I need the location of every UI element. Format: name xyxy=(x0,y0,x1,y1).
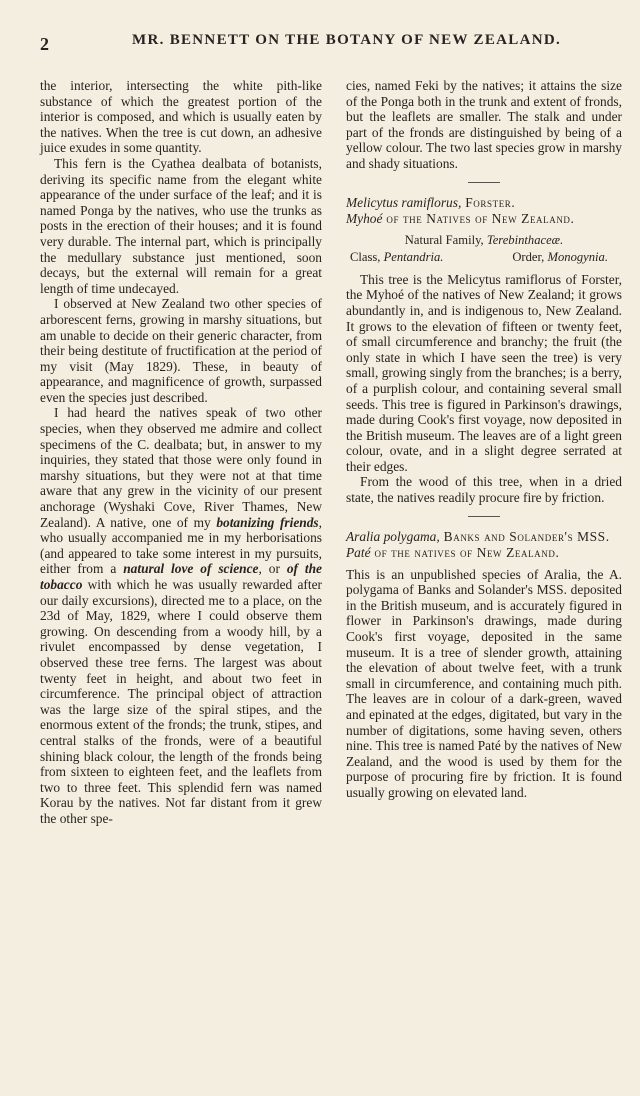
paragraph: This is an unpublished species of Aralia, the A. polygama of Banks and Solander's MSS. deposited in the British museum, and is accurately figured in flower in Parkinson's drawings, made during Cook's first voyage, deposited in the same museum. It is a tree of slender growth, attaining the elevation of about twelve feet, with a trunk small in circumference, and containing much pith. The leaves are in colour of a dark-green, waved and epinated at the edges, digitated, but vary in the number of digitations, some having seven, others nine. This tree is named Paté by the natives of New Zealand, and the wood is used by them for the purpose of procuring fire by friction. It is found usually growing on elevated land. xyxy=(346,566,622,800)
page-header xyxy=(40,26,622,58)
paragraph: cies, named Feki by the natives; it attains the size of the Ponga both in the trunk and extent of fronds, but the leaflets are smaller. The stalk and under part of the fronds are distinguished by being of a yellow colour. The two last species grow in marshy and shady situations. xyxy=(346,78,622,171)
page-number: 2 xyxy=(40,34,49,54)
species-heading-melicytus: Melicytus ramiflorus, Forster. Myhoé of the Natives of New Zealand. xyxy=(346,194,575,226)
left-column xyxy=(40,78,322,827)
emphasis: natural love of science xyxy=(123,561,259,577)
section-divider xyxy=(468,516,500,517)
class-order: Class, Pentandria. Order, Monogynia. xyxy=(350,250,608,265)
paragraph: This tree is the Melicytus ramiflorus of Forster, the Myhoé of the natives of New Zealand; it grows abundantly in, and is indigenous to, New Zealand. It grows to the elevation of fifteen or twenty feet, of small circumference and branchy; the fruit (the only state in which I have seen the tree) is very small, growing singly from the branches; is a berry, of a purplish colour, and containing several small seeds. This tree is figured in Parkinson's drawings, made during Cook's first voyage, now deposited in the British museum. The leaves are of a light green colour, ovate, and in a slight degree serrated at their edges. xyxy=(346,271,622,474)
paragraph: From the wood of this tree, when in a dried state, the natives readily procure fire by friction. xyxy=(346,474,622,506)
right-column xyxy=(346,78,622,827)
paragraph: the interior, intersecting the white pith-like substance of which the greatest portion of the interior is composed, and which is usually eaten by the natives. When the tree is cut down, an adhesive juice exudes in some quantity. xyxy=(40,78,322,156)
running-title: MR. BENNETT ON THE BOTANY OF NEW ZEALAND. xyxy=(132,32,562,48)
emphasis: botanizing friends xyxy=(216,514,319,530)
natural-family: Natural Family, Terebinthaceæ. xyxy=(404,232,564,247)
text-columns xyxy=(40,78,622,827)
section-divider xyxy=(468,182,500,183)
paragraph: I had heard the natives speak of two other species, when they observed me admire and collect specimens of the C. dealbata; but, in answer to my inquiries, they stated that those were only found in marshy situations, but they were not at that time aware that any grew in the vicinity of our present anchorage (Wyshaki Cove, River Thames, New Zealand). A native, one of my botanizing friends, who usually accompanied me in my herborisations (and appeared to take some interest in my pursuits, either from a natural love of science, or of the tobacco with which he was usually rewarded after our daily excursions), directed me to a place, on the 23d of May, 1829, where I could observe them growing. On descending from a woody hill, by a rivulet encompassed by dense vegetation, I observed these tree ferns. The largest was about twenty feet in height, and about two feet in circumference. The principal object of attraction was the large size of the spiral stipes, and the enormous extent of the fronds; the trunk, stipes, and central stalks of the fronds, were of a beautiful shining black colour, the length of the fronds being from sixteen to eighteen feet, and the leaflets from two to three feet. This splendid fern was named Korau by the natives. Not far distant from it grew the other spe- xyxy=(40,405,323,826)
emphasis: of the tobacco xyxy=(40,561,323,592)
paragraph: This fern is the Cyathea dealbata of botanists, deriving its specific name from the elegant white appearance of the under surface of the leaf; and it is named Ponga by the natives, who use the trunks as posts in the erection of their houses; and it is found very durable. The internal part, which is principally the medullary substance just mentioned, soon decays, but the external will remain for a great length of time undecayed. xyxy=(40,155,322,296)
species-heading-aralia: Aralia polygama, Banks and Solander's MSS. Paté of the natives of New Zealand. xyxy=(346,528,610,560)
paragraph: I observed at New Zealand two other species of arborescent ferns, growing in marshy situations, but am unable to decide on their generic character, from their being destitute of fructification at the period of my visit (May 1829). These, in beauty of appearance, and magnificence of growth, surpassed even the species just described. xyxy=(40,296,322,405)
